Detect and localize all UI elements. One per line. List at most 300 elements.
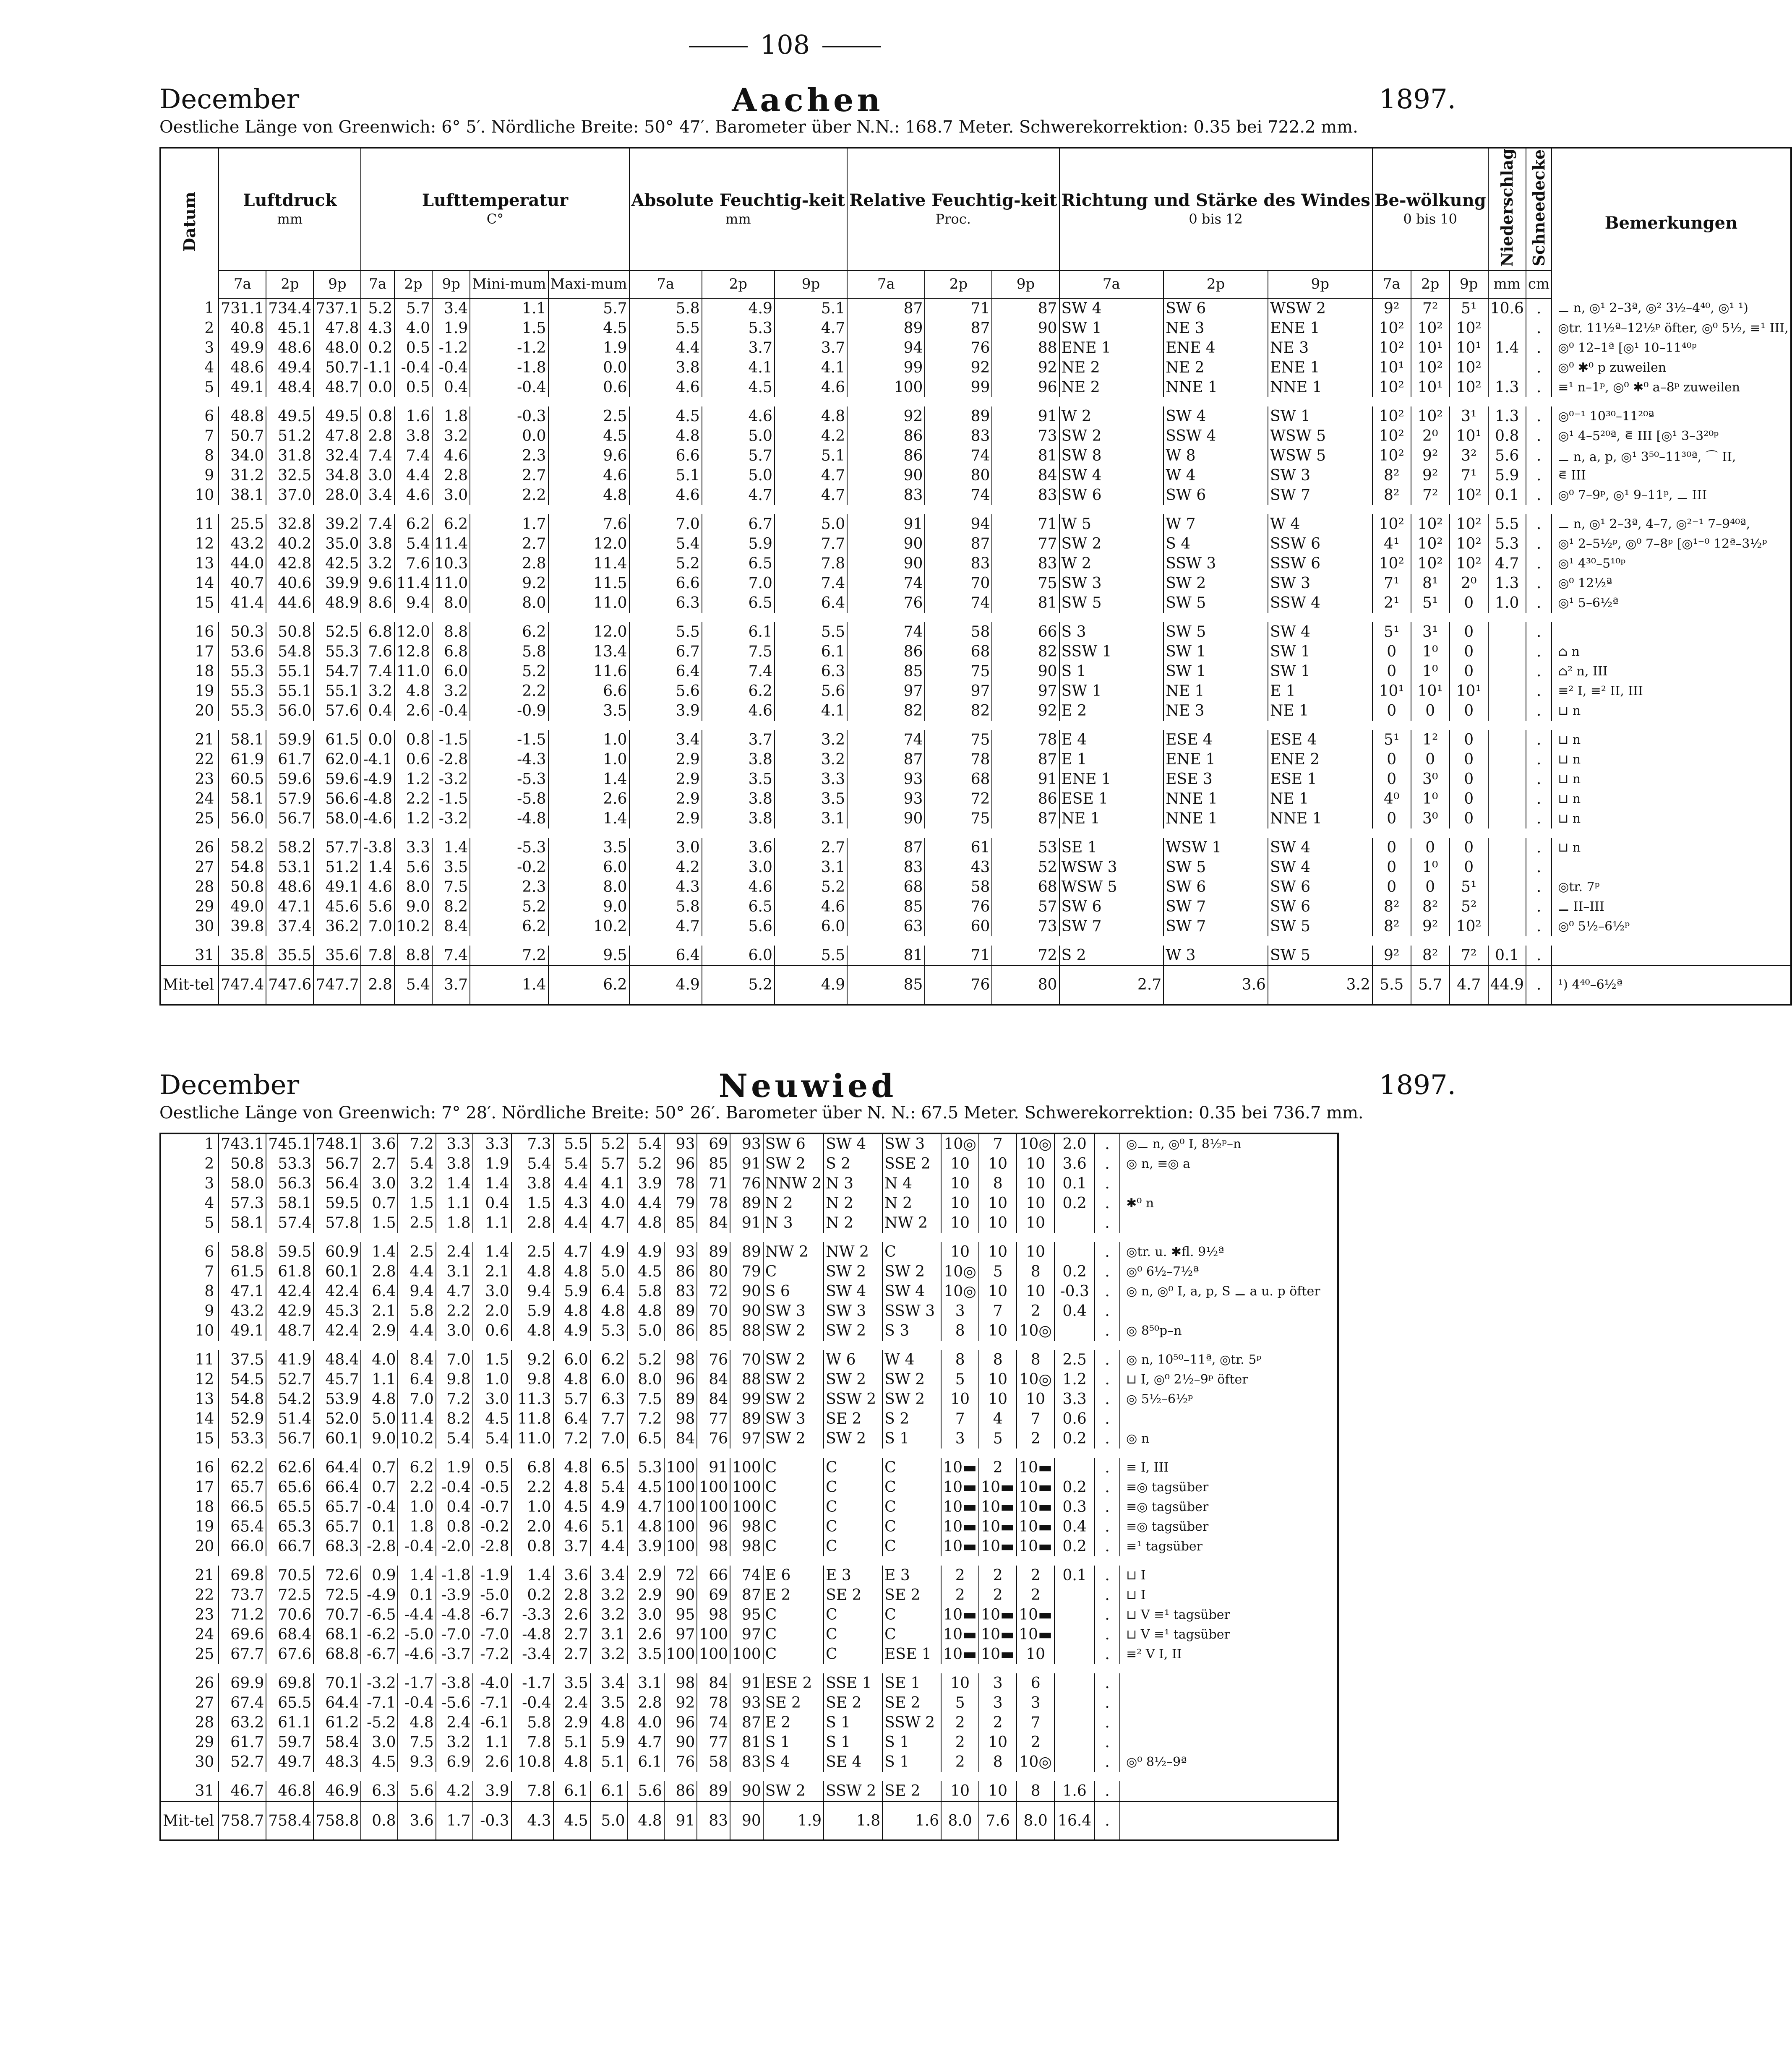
data-cell: C [882, 1477, 941, 1497]
data-cell: 10▬ [1017, 1625, 1054, 1644]
data-cell: 10² [1450, 554, 1488, 573]
data-cell: 10▬ [941, 1625, 979, 1644]
data-cell: 96 [992, 378, 1059, 397]
data-cell: 5 [941, 1370, 979, 1389]
day-cell: 25 [160, 809, 219, 828]
data-cell: 5.4 [627, 1133, 664, 1154]
data-cell: 3.3 [436, 1133, 473, 1154]
data-cell: 5.0 [361, 1409, 398, 1429]
data-cell: 10² [1411, 514, 1450, 534]
header-rel-feuchtigkeit: Relative Feuchtig-keit Proc. [847, 148, 1059, 271]
data-cell: 11.3 [511, 1389, 553, 1409]
day-cell: 10 [160, 1321, 219, 1341]
header-row [160, 148, 1791, 271]
data-cell: 5 [979, 1262, 1017, 1282]
data-cell: 4.8 [361, 1389, 398, 1409]
data-cell: 70 [925, 573, 992, 593]
data-cell: 97 [730, 1429, 763, 1449]
data-cell: 58.2 [219, 838, 266, 857]
data-cell: 100 [664, 1537, 697, 1556]
table-row [160, 1752, 1338, 1772]
data-cell: 10¹ [1372, 681, 1411, 701]
data-cell: SW 2 [824, 1370, 882, 1389]
data-cell: 3.5 [548, 701, 629, 721]
data-cell: 82 [992, 642, 1059, 662]
table-row [160, 534, 1791, 554]
data-cell: 64.4 [313, 1458, 361, 1477]
data-cell: 4.6 [548, 466, 629, 485]
data-cell: 10▬ [979, 1497, 1017, 1517]
data-cell: 5¹ [1450, 877, 1488, 897]
data-cell: 4.6 [775, 378, 847, 397]
data-cell: 3.8 [702, 789, 775, 809]
data-cell: 1.5 [361, 1213, 398, 1233]
data-cell: 90 [664, 1585, 697, 1605]
data-cell: 7.7 [775, 534, 847, 554]
data-cell: S 1 [1059, 662, 1164, 681]
data-cell: 2.2 [436, 1301, 473, 1321]
row-gap [160, 1556, 1338, 1566]
row-gap [160, 1664, 1338, 1673]
data-cell: -1.9 [473, 1566, 511, 1585]
subheader-cell: Maxi-mum [548, 271, 629, 298]
data-cell: 5.4 [436, 1429, 473, 1449]
data-cell: 3.5 [553, 1673, 590, 1693]
remark-cell: ⊔ n [1552, 789, 1791, 809]
data-cell: 5.0 [702, 426, 775, 446]
data-cell: . [1526, 877, 1552, 897]
data-cell: . [1526, 534, 1552, 554]
data-cell: 77 [697, 1409, 730, 1429]
data-cell: -0.4 [398, 1693, 436, 1713]
remark-cell: ◎⁰ 7–9ᵖ, ◎¹ 9–11ᵖ, ⚊ III [1552, 485, 1791, 505]
data-cell: 99 [925, 378, 992, 397]
mittel-cell: 4.9 [629, 966, 702, 1005]
data-cell: 68 [925, 769, 992, 789]
data-cell: 10 [941, 1193, 979, 1213]
data-cell: 0.0 [361, 730, 394, 750]
data-cell: . [1526, 554, 1552, 573]
subheader-cell: 9p [992, 271, 1059, 298]
data-cell: . [1526, 378, 1552, 397]
data-cell: 37.5 [219, 1350, 266, 1370]
table-row [160, 358, 1791, 378]
data-cell: 3 [941, 1301, 979, 1321]
data-cell: 55.1 [266, 662, 313, 681]
table-row [160, 378, 1791, 397]
subheader-cell: 9p [313, 271, 361, 298]
day-cell: 24 [160, 789, 219, 809]
data-cell: 74 [847, 573, 925, 593]
data-cell: 69.8 [219, 1566, 266, 1585]
data-cell: -3.8 [436, 1673, 473, 1693]
data-cell: SSW 6 [1268, 534, 1372, 554]
data-cell: 1.4 [548, 809, 629, 828]
table-row [160, 877, 1791, 897]
data-cell: 81 [730, 1733, 763, 1752]
table-row [160, 1282, 1338, 1301]
mittel-cell: 5.2 [702, 966, 775, 1005]
data-cell: 49.1 [219, 378, 266, 397]
data-cell: 65.3 [266, 1517, 313, 1537]
table-row [160, 662, 1791, 681]
data-cell: . [1526, 446, 1552, 466]
subheader-cell: 9p [1268, 271, 1372, 298]
data-cell: 0 [1372, 838, 1411, 857]
data-cell: 2.7 [775, 838, 847, 857]
data-cell: . [1095, 1644, 1120, 1664]
mittel-cell [1120, 1801, 1338, 1840]
remark-cell [1552, 857, 1791, 877]
data-cell: 5.8 [511, 1713, 553, 1733]
table-row [160, 1174, 1338, 1193]
subheader-cell: 7a [1059, 271, 1164, 298]
data-cell: 3.2 [775, 750, 847, 769]
data-cell: 3² [1450, 446, 1488, 466]
data-cell: 3.5 [702, 769, 775, 789]
data-cell [1488, 318, 1526, 338]
data-cell [1488, 809, 1526, 828]
data-cell: ESE 3 [1163, 769, 1268, 789]
data-cell: . [1095, 1458, 1120, 1477]
data-cell: 87 [847, 838, 925, 857]
data-cell: 4.6 [629, 378, 702, 397]
row-gap [160, 613, 1791, 622]
data-cell: SW 5 [1163, 857, 1268, 877]
data-cell: 75 [925, 730, 992, 750]
data-cell: 55.3 [219, 662, 266, 681]
data-cell: 65.6 [266, 1477, 313, 1497]
data-cell: 4.1 [590, 1174, 627, 1193]
data-cell: 3.8 [394, 426, 432, 446]
data-cell: 2¹ [1372, 593, 1411, 613]
header-bewoelkung: Be-wölkung 0 bis 10 [1372, 148, 1488, 271]
data-cell: SW 1 [1163, 642, 1268, 662]
data-cell: 2.8 [627, 1693, 664, 1713]
data-cell: 3.1 [590, 1625, 627, 1644]
data-cell: NE 1 [1163, 681, 1268, 701]
data-cell: . [1526, 946, 1552, 966]
data-cell: 10.2 [394, 917, 432, 936]
data-cell: SSW 4 [1163, 426, 1268, 446]
subheader-cell: 7a [219, 271, 266, 298]
data-cell: 58.1 [219, 1213, 266, 1233]
day-cell: 18 [160, 662, 219, 681]
data-cell: 93 [847, 769, 925, 789]
data-cell: -1.5 [470, 730, 548, 750]
data-cell: 11.6 [548, 662, 629, 681]
data-cell: 3 [941, 1429, 979, 1449]
data-cell: . [1526, 622, 1552, 642]
data-cell: 0 [1450, 701, 1488, 721]
data-cell: 5.5 [629, 622, 702, 642]
table-row [160, 917, 1791, 936]
data-cell: 7.0 [361, 917, 394, 936]
data-cell: 100 [697, 1644, 730, 1664]
data-cell: 5.2 [590, 1133, 627, 1154]
data-cell: SSW 6 [1268, 554, 1372, 573]
data-cell: 8² [1372, 897, 1411, 917]
data-cell: 1.8 [398, 1517, 436, 1537]
data-cell: SW 6 [763, 1133, 824, 1154]
data-cell: 25.5 [219, 514, 266, 534]
data-cell: 2.8 [470, 554, 548, 573]
table-row [160, 1458, 1338, 1477]
data-cell: 8² [1372, 485, 1411, 505]
data-cell: 62.0 [313, 750, 361, 769]
day-cell: 13 [160, 554, 219, 573]
data-cell: 0.1 [398, 1585, 436, 1605]
data-cell: . [1095, 1262, 1120, 1282]
data-cell: 0.1 [361, 1517, 398, 1537]
data-cell: 12.0 [548, 534, 629, 554]
data-cell: -5.6 [436, 1693, 473, 1713]
data-cell: 47.1 [219, 1282, 266, 1301]
data-cell: 3.6 [361, 1133, 398, 1154]
data-cell: 4.7 [1488, 554, 1526, 573]
data-cell: 34.8 [313, 466, 361, 485]
data-cell: N 3 [824, 1174, 882, 1193]
data-cell: 58.1 [219, 730, 266, 750]
data-cell: 10 [1017, 1282, 1054, 1301]
subheader-cell: Mini-mum [470, 271, 548, 298]
data-cell: 97 [664, 1625, 697, 1644]
data-cell: 6.0 [553, 1350, 590, 1370]
data-cell: . [1095, 1154, 1120, 1174]
data-cell: -4.8 [436, 1605, 473, 1625]
data-cell: 5.8 [398, 1301, 436, 1321]
data-cell: 2 [941, 1713, 979, 1733]
subheader-cell: 7a [1372, 271, 1411, 298]
data-cell: 5.9 [590, 1733, 627, 1752]
data-cell: 8.8 [432, 622, 470, 642]
data-cell: 2.3 [470, 877, 548, 897]
data-cell: 5.6 [627, 1781, 664, 1801]
data-cell: SW 5 [1163, 622, 1268, 642]
data-cell: 84 [697, 1389, 730, 1409]
data-cell: SW 2 [1163, 573, 1268, 593]
table-row [160, 1262, 1338, 1282]
data-cell: 0.2 [1054, 1537, 1095, 1556]
data-cell: 5.2 [361, 298, 394, 318]
data-cell: C [824, 1477, 882, 1497]
data-cell: 4.6 [394, 485, 432, 505]
data-cell: 1.4 [361, 1242, 398, 1262]
data-cell: 89 [664, 1301, 697, 1321]
data-cell: E 2 [763, 1713, 824, 1733]
mittel-cell: 44.9 [1488, 966, 1526, 1005]
data-cell: 7 [1017, 1409, 1054, 1429]
day-cell: 8 [160, 446, 219, 466]
data-cell: 3.4 [590, 1673, 627, 1693]
data-cell: 10.8 [511, 1752, 553, 1772]
data-cell: 88 [730, 1370, 763, 1389]
data-cell: 91 [992, 769, 1059, 789]
table-row [160, 1781, 1338, 1801]
data-cell: 31.2 [219, 466, 266, 485]
data-cell: 3.7 [702, 730, 775, 750]
table-row [160, 1350, 1338, 1370]
data-cell: 100 [664, 1644, 697, 1664]
data-cell: 4.7 [775, 466, 847, 485]
data-cell: 76 [847, 593, 925, 613]
data-cell: SW 7 [1268, 485, 1372, 505]
data-cell: C [882, 1517, 941, 1537]
data-cell: 10 [941, 1781, 979, 1801]
data-cell: -3.7 [436, 1644, 473, 1664]
data-cell: 77 [992, 534, 1059, 554]
data-cell: 2 [1017, 1733, 1054, 1752]
data-cell: 10◎ [941, 1282, 979, 1301]
header-luftdruck-unit: mm [277, 211, 303, 227]
day-cell: 30 [160, 1752, 219, 1772]
data-cell: 10² [1372, 446, 1411, 466]
data-cell: 92 [992, 701, 1059, 721]
data-cell: 6.0 [702, 946, 775, 966]
remark-cell [1120, 1409, 1338, 1429]
data-cell: 3 [979, 1693, 1017, 1713]
data-cell: 0.1 [1054, 1174, 1095, 1193]
table-row [160, 1566, 1338, 1585]
data-cell: 4.7 [775, 485, 847, 505]
data-cell: 58.2 [266, 838, 313, 857]
day-cell: 19 [160, 681, 219, 701]
data-cell: 7.8 [511, 1733, 553, 1752]
data-cell: 54.8 [219, 857, 266, 877]
data-cell: 65.7 [219, 1477, 266, 1497]
data-cell: 1.1 [436, 1193, 473, 1213]
data-cell: 4.7 [627, 1733, 664, 1752]
data-cell: 97 [730, 1625, 763, 1644]
data-cell: 4.3 [553, 1193, 590, 1213]
data-cell: 88 [730, 1321, 763, 1341]
data-cell: . [1526, 769, 1552, 789]
data-cell: 4.0 [361, 1350, 398, 1370]
header-lufttemperatur: Lufttemperatur C° [361, 148, 629, 271]
data-cell: C [824, 1644, 882, 1664]
data-cell: 69.8 [266, 1673, 313, 1693]
data-cell: 74 [697, 1713, 730, 1733]
table-row [160, 1517, 1338, 1537]
data-cell: 10▬ [941, 1497, 979, 1517]
day-cell: 31 [160, 1781, 219, 1801]
day-cell: 11 [160, 1350, 219, 1370]
data-cell: 1.0 [1488, 593, 1526, 613]
data-cell: 5¹ [1372, 730, 1411, 750]
mittel-cell: 0.8 [361, 1801, 398, 1840]
data-cell: 32.4 [313, 446, 361, 466]
day-cell: 25 [160, 1644, 219, 1664]
data-cell: 61.8 [266, 1262, 313, 1282]
table-row [160, 1193, 1338, 1213]
data-cell: 53 [992, 838, 1059, 857]
data-cell: 10▬ [979, 1537, 1017, 1556]
data-cell: 7.4 [394, 446, 432, 466]
data-cell: 4.7 [553, 1242, 590, 1262]
data-cell: 3.2 [432, 426, 470, 446]
data-cell: NW 2 [763, 1242, 824, 1262]
data-cell: 4.5 [548, 318, 629, 338]
day-cell: 1 [160, 298, 219, 318]
data-cell: 70.5 [266, 1566, 313, 1585]
data-cell: 2.7 [470, 534, 548, 554]
data-cell: 5.7 [394, 298, 432, 318]
data-cell: 72 [925, 789, 992, 809]
data-cell: 0.9 [361, 1566, 398, 1585]
data-cell [1054, 1585, 1095, 1605]
data-cell: 68.8 [313, 1644, 361, 1664]
data-cell: 71 [992, 514, 1059, 534]
station-name: Neuwied [718, 1067, 897, 1105]
day-cell: 3 [160, 338, 219, 358]
data-cell: 6.2 [394, 514, 432, 534]
data-cell: -0.3 [1054, 1282, 1095, 1301]
data-cell: 6.1 [590, 1781, 627, 1801]
table-row [160, 769, 1791, 789]
data-cell: 4.5 [627, 1262, 664, 1282]
data-cell: 46.7 [219, 1781, 266, 1801]
data-cell: 2.1 [473, 1262, 511, 1282]
data-cell: 2.5 [1054, 1350, 1095, 1370]
data-cell: 85 [847, 897, 925, 917]
data-cell: . [1526, 485, 1552, 505]
data-cell: WSW 2 [1268, 298, 1372, 318]
data-cell: 95 [730, 1605, 763, 1625]
data-cell: 69 [697, 1585, 730, 1605]
header-lufttemperatur-unit: C° [486, 211, 504, 227]
data-cell: 45.7 [313, 1370, 361, 1389]
data-cell: 96 [664, 1370, 697, 1389]
day-cell: 2 [160, 318, 219, 338]
data-cell: 5.4 [590, 1477, 627, 1497]
data-cell: 7.5 [627, 1389, 664, 1409]
data-cell: 4.8 [590, 1301, 627, 1321]
mittel-cell: 8.0 [941, 1801, 979, 1840]
data-cell: SSW 4 [1268, 593, 1372, 613]
data-cell: 10◎ [1017, 1752, 1054, 1772]
data-cell: SW 1 [1163, 662, 1268, 681]
day-cell: 20 [160, 1537, 219, 1556]
data-cell: 734.4 [266, 298, 313, 318]
remark-cell: ◎ n, ≡◎ a [1120, 1154, 1338, 1174]
data-cell: 100 [730, 1458, 763, 1477]
data-cell: 2.8 [361, 426, 394, 446]
data-cell [1488, 662, 1526, 681]
data-cell: 10² [1372, 514, 1411, 534]
data-cell: -6.5 [361, 1605, 398, 1625]
data-cell: . [1526, 593, 1552, 613]
data-cell [1488, 642, 1526, 662]
data-cell: S 2 [1059, 946, 1164, 966]
data-cell: 51.2 [266, 426, 313, 446]
data-cell: 0.1 [1054, 1566, 1095, 1585]
data-cell: 93 [664, 1242, 697, 1262]
data-cell: 87 [730, 1713, 763, 1733]
data-cell: 10▬ [941, 1458, 979, 1477]
data-cell: 56.7 [266, 809, 313, 828]
data-cell: 54.8 [219, 1389, 266, 1409]
data-cell: C [882, 1537, 941, 1556]
data-cell: 3.9 [627, 1174, 664, 1193]
data-cell: 0.7 [361, 1193, 398, 1213]
mittel-cell: 5.4 [394, 966, 432, 1005]
data-cell: -4.4 [398, 1605, 436, 1625]
data-cell [1054, 1693, 1095, 1713]
data-cell: NE 3 [1163, 318, 1268, 338]
data-cell: 66.7 [266, 1537, 313, 1556]
data-cell: . [1095, 1477, 1120, 1497]
data-cell: 4.8 [548, 485, 629, 505]
